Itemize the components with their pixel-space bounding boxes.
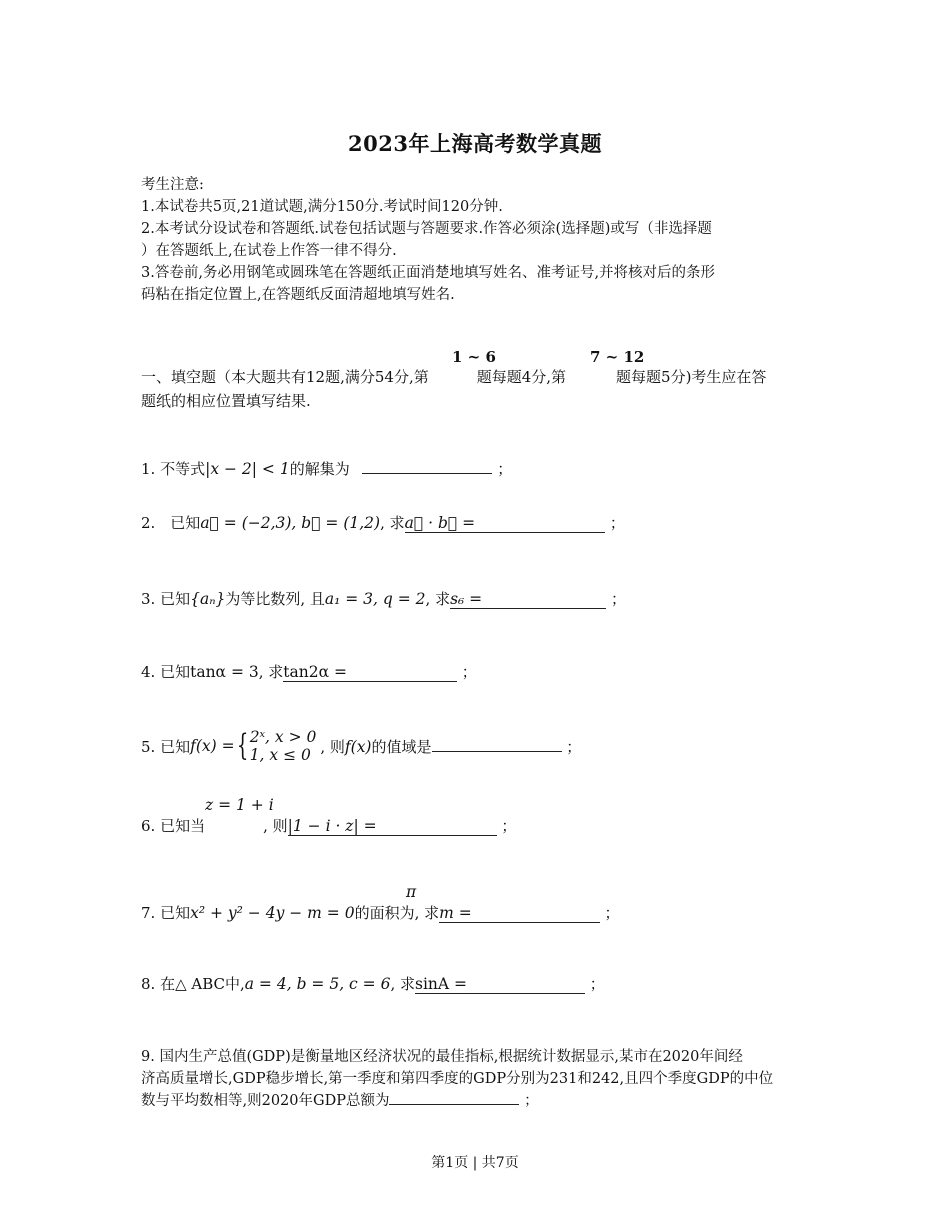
page-footer: 第1页 | 共7页: [431, 1155, 519, 1171]
q2-answer-blank[interactable]: a⃗ · b⃗ =: [405, 514, 605, 533]
question-3: 3. 已知{aₙ}为等比数列, 且a₁ = 3, q = 2, 求s₆ = ；: [141, 590, 626, 608]
question-9: [141, 1046, 821, 1112]
question-7: 7. 已知x² + y² − 4y − m = 0的面积为, 求m = ；: [141, 904, 620, 922]
question-4: 4. 已知tanα = 3, 求tan2α = ；: [141, 663, 477, 681]
section-text-b: 题每题4分,第: [476, 368, 567, 386]
q8-answer-blank[interactable]: sinA =: [415, 975, 585, 994]
q9-line-3: 数与平均数相等,则2020年GDP总额为 ；: [141, 1093, 539, 1109]
question-1: 1. 不等式|x − 2| < 1的解集为 ；: [141, 460, 513, 478]
piecewise-brace: {: [236, 728, 248, 763]
range-7-12: 7 ~ 12: [590, 348, 645, 366]
notes-heading: 考生注意:: [141, 177, 204, 193]
q9-answer-blank[interactable]: [389, 1103, 519, 1105]
q3-answer-blank[interactable]: s₆ =: [450, 590, 606, 609]
question-6-sup: [141, 796, 274, 814]
q6-condition: z = 1 + i: [205, 796, 274, 814]
q7-pi: π: [406, 883, 417, 901]
exam-notes: [141, 174, 811, 306]
piecewise-cases: 2ˣ, x > 0 1, x ≤ 0: [249, 728, 317, 764]
q4-answer-blank[interactable]: tan2α =: [283, 663, 457, 682]
q9-line-2: 济高质量增长,GDP稳步增长,第一季度和第四季度的GDP分别为231和242,且四个季度GDP的中位: [141, 1071, 774, 1087]
notes-line-2a: 2.本考试分设试卷和答题纸.试卷包括试题与答题要求.作答必须涂(选择题)或写（非选择题: [141, 221, 712, 237]
q9-line-1: 9. 国内生产总值(GDP)是衡量地区经济状况的最佳指标,根据统计数据显示,某市在2020年间经: [141, 1049, 743, 1065]
notes-line-3a: 3.答卷前,务必用钢笔或圆珠笔在答题纸正面消楚地填写姓名、准考证号,并将核对后的条形: [141, 265, 716, 281]
range-1-6: 1 ~ 6: [452, 348, 496, 366]
notes-line-1: 1.本试卷共5页,21道试题,满分150分.考试时间120分钟.: [141, 199, 503, 215]
q1-math: |x − 2| < 1: [205, 460, 290, 478]
q5-answer-blank[interactable]: [432, 750, 562, 752]
q6-answer-blank[interactable]: |1 − i · z| =: [288, 817, 497, 836]
question-8: 8. 在△ ABC中,a = 4, b = 5, c = 6, 求sinA = ；: [141, 975, 605, 993]
question-6: 6. 已知当 , 则|1 − i · z| = ；: [141, 817, 517, 835]
question-2: 2. 已知a⃗ = (−2,3), b⃗ = (1,2), 求a⃗ · b⃗ = ；: [141, 514, 625, 532]
q7-answer-blank[interactable]: m =: [439, 904, 600, 923]
notes-line-3b: 码粘在指定位置上,在答题纸反面清超地填写姓名.: [141, 287, 455, 303]
section-header: [141, 348, 821, 411]
question-5: 5. 已知f(x) ={ 2ˣ, x > 0 1, x ≤ 0 , 则f(x)的值域是 ；: [141, 728, 582, 764]
q1-answer-blank[interactable]: [362, 472, 492, 474]
section-text-a: 一、填空题（本大题共有12题,满分54分,第: [141, 368, 429, 386]
page-title: 2023年上海高考数学真题: [348, 131, 602, 156]
question-7-sup: [141, 883, 416, 901]
section-text-line2: 题纸的相应位置填写结果.: [141, 392, 311, 410]
notes-line-2b: ）在答题纸上,在试卷上作答一律不得分.: [141, 243, 397, 259]
section-text-c: 题每题5分)考生应在答: [616, 368, 767, 386]
